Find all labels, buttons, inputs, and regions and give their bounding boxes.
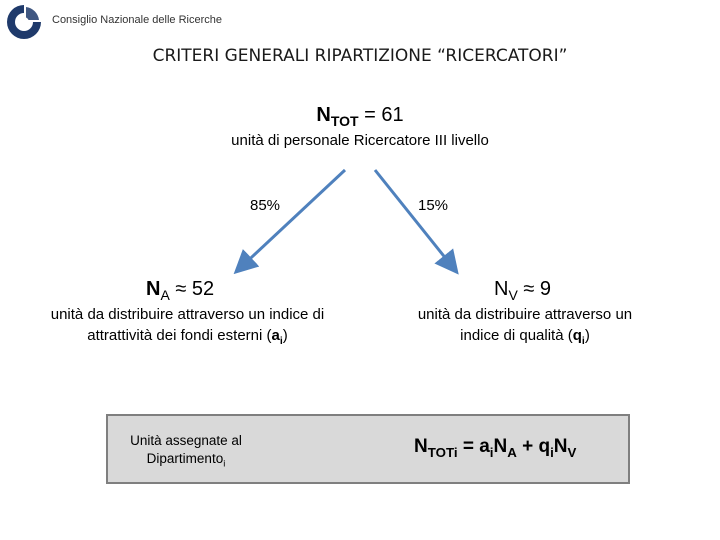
- result-label-text: Unità assegnate al Dipartimento: [130, 433, 242, 466]
- formula-nv: N: [553, 436, 568, 457]
- formula-a-sub: i: [489, 444, 494, 460]
- nv-index-sub: i: [581, 335, 585, 347]
- nv-value: ≈ 9: [523, 278, 552, 300]
- formula-lhs-sub: TOTi: [427, 444, 458, 460]
- formula-eq: = a: [457, 436, 490, 457]
- na-subscript: A: [160, 287, 170, 303]
- formula-na: N: [493, 436, 508, 457]
- formula-lhs: N: [414, 436, 428, 457]
- na-description: [25, 304, 350, 352]
- nv-count: [494, 278, 551, 303]
- na-symbol: N: [146, 278, 161, 300]
- result-formula: [414, 436, 576, 460]
- total-subscript: TOT: [330, 113, 359, 129]
- formula-plus: + q: [516, 436, 551, 457]
- na-count: [146, 278, 214, 303]
- na-value: ≈ 52: [175, 278, 215, 300]
- arrow-to-a: [238, 170, 345, 270]
- total-description: unità di personale Ricercatore III livello: [231, 132, 489, 149]
- nv-desc-text: unità da distribuire attraverso un indice di qualità (: [417, 306, 633, 344]
- na-index-sub: i: [279, 335, 283, 347]
- formula-q-sub: i: [550, 444, 554, 460]
- nv-symbol: N: [494, 278, 509, 300]
- result-label: [120, 432, 252, 474]
- percent-v: 15%: [418, 197, 449, 214]
- page-title: CRITERI GENERALI RIPARTIZIONE “RICERCATORI”: [152, 46, 568, 66]
- na-desc-text: unità da distribuire attraverso un indice di attrattività dei fondi esterni (: [50, 306, 325, 344]
- org-name: Consiglio Nazionale delle Ricerche: [52, 14, 222, 26]
- arrow-to-v: [375, 170, 455, 270]
- total-value: = 61: [364, 104, 404, 126]
- nv-description: [400, 304, 650, 352]
- nv-subscript: V: [508, 287, 518, 303]
- na-desc-end: ): [282, 327, 288, 344]
- total-symbol: N: [316, 104, 331, 126]
- formula-na-sub: A: [507, 444, 517, 460]
- nv-desc-end: ): [584, 327, 590, 344]
- formula-nv-sub: V: [567, 444, 577, 460]
- na-index-symbol: a: [271, 327, 280, 344]
- percent-a: 85%: [250, 197, 281, 214]
- result-label-sub: i: [223, 458, 226, 470]
- nv-index-symbol: q: [572, 327, 582, 344]
